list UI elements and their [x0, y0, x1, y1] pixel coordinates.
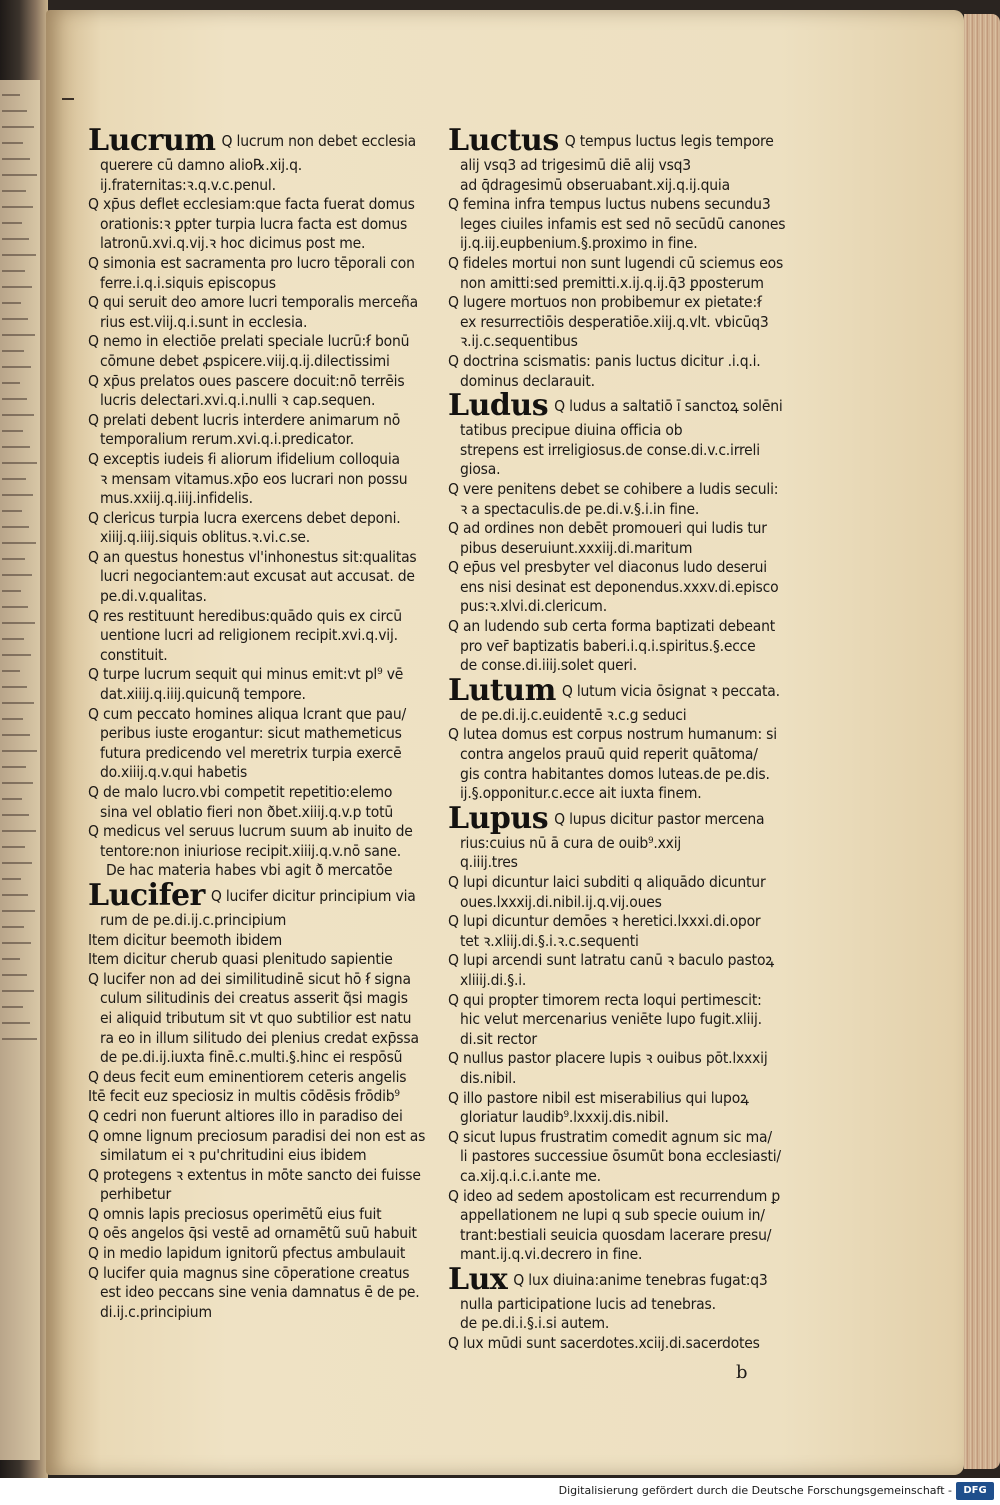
text-line: querere cū damno alio℞.xij.q. — [100, 156, 303, 174]
text-line: gloriatur laudib⁹.lxxxij.dis.nibil. — [460, 1108, 669, 1127]
facing-page-text-trace — [2, 830, 36, 832]
index-entry — [88, 293, 428, 332]
index-entry — [448, 1334, 786, 1354]
facing-page-text-trace — [2, 494, 33, 496]
text-line: Q an ludendo sub certa forma baptizati debeant — [448, 617, 776, 636]
facing-page-text-trace — [2, 798, 22, 800]
text-line: lucri negociantem:aut excusat aut accusat. de — [100, 567, 415, 586]
facing-page-text-trace — [2, 590, 21, 592]
index-entry — [448, 195, 786, 254]
facing-page-text-trace — [2, 382, 20, 384]
facing-page-text-trace — [2, 702, 34, 704]
text-line: non amitti:sed premitti.x.ij.q.ij.q̄3 ꝑposterum — [460, 273, 764, 292]
index-entry — [448, 617, 786, 676]
text-line: Q lugere mortuos non probibemur ex pietate:ẜ — [448, 293, 762, 312]
dfg-logo[interactable]: DFG — [956, 1482, 994, 1500]
index-entry — [88, 1087, 428, 1107]
text-line: Q ludus a saltatiō ī sanctoꝝ solēni — [554, 397, 783, 416]
index-entry — [88, 1224, 428, 1244]
facing-page-text-trace — [2, 670, 20, 672]
text-line: trant:bestiali seuicia quosdam lacerare presu/ — [460, 1225, 772, 1244]
index-entry — [448, 558, 786, 617]
text-line: Q fideles mortui non sunt lugendi cū sciemus eos — [448, 253, 784, 272]
facing-page-text-trace — [2, 574, 32, 576]
text-line: mant.ij.q.vi.decrero in fine. — [460, 1245, 643, 1264]
text-line: Q lux diuina:anime tenebras fugat:q3 — [513, 1270, 768, 1289]
page-fore-edge — [964, 14, 1000, 1469]
text-line: Q ep̄us vel presbyter vel diaconus ludo deserui — [448, 558, 767, 577]
text-line: alij vsq3 ad trigesimū diē alij vsq3 — [460, 156, 691, 174]
facing-page-text-trace — [2, 606, 28, 608]
facing-page-text-trace — [2, 862, 32, 864]
facing-page-text-trace — [2, 878, 21, 880]
signature-mark: b — [736, 1362, 748, 1383]
text-line: futura predicendo vel meretrix turpia exercē — [100, 743, 402, 762]
text-line: li pastores successiue ōsumūt bona ecclesiasti/ — [460, 1147, 781, 1166]
facing-page-text-trace — [2, 526, 29, 528]
text-line: latronū.xvi.q.vij.ꝛ hoc dicimus post me. — [100, 234, 366, 253]
text-line: Itē fecit euz speciosiz in multis cōdēsis frōdib⁹ — [88, 1087, 400, 1106]
facing-page-text-trace — [2, 894, 28, 896]
facing-page-text-trace — [2, 366, 31, 368]
text-line: similatum ei ꝛ pu'chritudini eius ibidem — [100, 1146, 367, 1165]
text-line: rius:cuius nū ā cura de ouib⁹.xxij — [460, 833, 682, 852]
index-entry — [88, 950, 428, 970]
facing-page-text-trace — [2, 158, 30, 160]
index-entry — [88, 509, 428, 548]
text-line: Q prelati debent lucris interdere animarum nō — [88, 410, 401, 429]
text-line: Q lucifer dicitur principium via — [210, 886, 416, 905]
entry-headword: Luctus — [448, 123, 559, 158]
facing-page-text-trace — [2, 654, 31, 656]
text-line: de pe.di.ij.c.euidentē ꝛ.c.g seduci — [460, 705, 687, 724]
facing-page-text-trace — [2, 766, 26, 768]
left-text-column — [88, 123, 428, 1322]
index-entry — [448, 480, 786, 519]
facing-page-text-trace — [2, 782, 33, 784]
facing-page-text-trace — [2, 622, 35, 624]
facing-page-text-trace — [2, 286, 32, 288]
facing-page-text-trace — [2, 686, 27, 688]
text-line: Q sicut lupus frustratim comedit agnum sic ma/ — [448, 1127, 772, 1146]
text-line: dominus declarauit. — [460, 371, 595, 390]
text-line: Q ad ordines non debēt promoueri qui ludis tur — [448, 519, 767, 538]
facing-page-text-trace — [2, 718, 23, 720]
facing-page-text-trace — [2, 142, 23, 144]
text-line: appellationem ne lupi q sub specie ouium in/ — [460, 1206, 765, 1225]
facing-page-text-trace — [2, 1022, 30, 1024]
entry-lutum — [448, 672, 786, 726]
text-line: Q lucifer quia magnus sine cōperatione creatus — [88, 1263, 410, 1282]
index-entry — [448, 1187, 786, 1265]
text-line: Q de malo lucro.vbi competit repetitio:elemo — [88, 783, 393, 801]
facing-page-text-trace — [2, 1006, 23, 1008]
text-line: ex resurrectiōis desperatiōe.xiij.q.vlt. vbicūq3 — [460, 312, 769, 331]
text-line: tentore:non iniuriose recipit.xiiij.q.v.nō sane. — [100, 841, 401, 860]
text-line: Item dicitur cherub quasi plenitudo sapientie — [88, 950, 393, 969]
text-line: pus:ꝛ.xlvi.di.clericum. — [460, 597, 607, 616]
text-line: Q lux mūdi sunt sacerdotes.xciij.di.sacerdotes — [448, 1334, 760, 1353]
text-line: Q qui seruit deo amore lucri temporalis merceña — [88, 293, 418, 312]
facing-page-text-trace — [2, 750, 37, 752]
index-entry — [88, 1244, 428, 1264]
entry-headword: Lucrum — [88, 123, 216, 158]
index-entry — [448, 254, 786, 293]
text-line: culum silitudinis dei creatus asserit q̃si magis — [100, 989, 408, 1008]
text-line: Q lutea domus est corpus nostrum humanum: si — [448, 725, 777, 744]
text-line: sina vel oblatio fieri non ðbet.xiiij.q.v.p totū — [100, 802, 393, 821]
text-line: leges ciuiles infamis est sed nō secūdū canones — [460, 214, 786, 233]
index-entry — [448, 951, 786, 990]
text-line: Q lupi dicuntur laici subditi q aliquādo dicuntur — [448, 873, 766, 891]
index-entry — [88, 1205, 428, 1225]
index-entry — [88, 254, 428, 293]
text-line: Q protegens ꝛ extentus in mōte sancto dei fuisse — [88, 1165, 421, 1184]
facing-page-text-trace — [2, 110, 27, 112]
page-mark — [62, 98, 74, 106]
facing-page-sliver — [0, 80, 40, 1460]
text-line: mus.xxiij.q.iiij.infidelis. — [100, 489, 253, 508]
facing-page-text-trace — [2, 846, 25, 848]
facing-page-text-trace — [2, 910, 35, 912]
index-entry — [88, 783, 428, 822]
text-line: Q clericus turpia lucra exercens debet deponi. — [88, 508, 401, 527]
text-line: Q lutum vicia ōsignat ꝛ peccata. — [561, 681, 780, 700]
text-line: Q illo pastore nibil est miserabilius qui lupoꝝ — [448, 1088, 749, 1107]
text-line: ad q̄dragesimū obseruabant.xij.q.ij.quia — [460, 175, 730, 194]
index-entry — [88, 607, 428, 666]
text-line: pibus deseruiunt.xxxiij.di.maritum — [460, 538, 693, 557]
entry-headword: Lucifer — [88, 877, 205, 913]
text-line: xliiij.di.§.i. — [460, 970, 527, 989]
entry-luctus — [448, 123, 786, 195]
text-line: Q omne lignum preciosum paradisi dei non est as — [88, 1126, 426, 1145]
index-entry — [448, 519, 786, 558]
text-line: Q cum peccato homines aliqua lcrant que pau/ — [88, 704, 406, 723]
text-line: di.ij.c.principium — [100, 1302, 212, 1321]
index-entry — [88, 332, 428, 371]
facing-page-text-trace — [2, 430, 23, 432]
text-line: ferre.i.q.i.siquis episcopus — [100, 273, 276, 292]
facing-page-text-trace — [2, 254, 36, 256]
text-line: tatibus precipue diuina officia ob — [460, 421, 683, 440]
index-entry — [88, 372, 428, 411]
index-entry — [448, 1089, 786, 1128]
facing-page-text-trace — [2, 542, 36, 544]
facing-page-text-trace — [2, 958, 20, 960]
facing-page-text-trace — [2, 318, 28, 320]
facing-page-text-trace — [2, 302, 21, 304]
facing-page-text-trace — [2, 414, 34, 416]
text-line: gis contra habitantes domos luteas.de pe.dis. — [460, 764, 770, 783]
text-line: Q lupus dicitur pastor mercena — [554, 809, 765, 828]
text-line: giosa. — [460, 460, 501, 479]
facing-page-text-trace — [2, 446, 30, 448]
facing-page-text-trace — [2, 174, 37, 176]
text-line: Q turpe lucrum sequit qui minus emit:vt pl⁹ vē — [88, 665, 404, 684]
text-line: tet ꝛ.xliij.di.§.i.ꝛ.c.sequenti — [460, 931, 639, 950]
text-line: Q cedri non fuerunt altiores illo in paradiso dei — [88, 1106, 403, 1125]
text-line: ꝛ mensam vitamus.xp̄o eos lucrari non possu — [100, 469, 408, 488]
text-line: xiiij.q.iiij.siquis oblitus.ꝛ.vi.c.se. — [100, 528, 311, 547]
text-line: de pe.di.i.§.i.si autem. — [460, 1314, 610, 1333]
text-line: pro ver̄ baptizatis baberi.i.q.i.spiritus.§.ecce — [460, 636, 756, 655]
facing-page-text-trace — [2, 190, 26, 192]
text-line: Q nullus pastor placere lupis ꝛ ouibus pōt.lxxxij — [448, 1049, 768, 1068]
text-line: Q lucifer non ad dei similitudinē sicut hō ẜ signa — [88, 969, 411, 988]
text-line: ra eo in illum silitudo dei plenius credat exp̄ssa — [100, 1028, 419, 1047]
entry-headword: Lux — [448, 1261, 508, 1297]
entry-headword: Lupus — [448, 800, 549, 836]
index-entry — [448, 1049, 786, 1088]
text-line: hic velut mercenarius veniēte lupo fugit.xliij. — [460, 1010, 762, 1029]
facing-page-text-trace — [2, 1038, 37, 1040]
facing-page-text-trace — [2, 942, 31, 944]
facing-page-text-trace — [2, 510, 22, 512]
text-line: ꝛ a spectaculis.de pe.di.v.§.i.in fine. — [460, 499, 700, 518]
index-entry — [88, 1107, 428, 1127]
text-line: Q deus fecit eum eminentiorem ceteris angelis — [88, 1067, 407, 1086]
text-line: Q exceptis iudeis ẜi aliorum ifidelium colloquia — [88, 449, 400, 468]
text-line: de pe.di.ij.iuxta finē.c.multi.§.hinc ei respōsũ — [100, 1048, 403, 1067]
entry-headword: Ludus — [448, 388, 549, 424]
index-entry — [88, 411, 428, 450]
facing-page-text-trace — [2, 734, 30, 736]
text-line: Q in medio lapidum ignitorũ pfectus ambulauit — [88, 1244, 406, 1263]
facing-page-text-trace — [2, 222, 22, 224]
entry-lux — [448, 1261, 786, 1334]
facing-page-text-trace — [2, 350, 24, 352]
facing-page-text-trace — [2, 398, 27, 400]
text-line: Item dicitur beemoth ibidem — [88, 930, 282, 949]
text-line: rius est.viij.q.i.sunt in ecclesia. — [100, 312, 308, 331]
text-line: ij.fraternitas:ꝛ.q.v.c.penul. — [100, 175, 276, 194]
facing-page-text-trace — [2, 462, 37, 464]
text-line: Q xp̄us defleŧ ecclesiam:que facta fuerat domus — [88, 195, 415, 214]
facing-page-text-trace — [2, 974, 27, 976]
text-line: temporalium rerum.xvi.q.i.predicator. — [100, 430, 354, 449]
index-entry — [88, 822, 428, 861]
index-entry — [448, 1128, 786, 1187]
text-line: perhibetur — [100, 1185, 172, 1204]
facing-page-text-trace — [2, 558, 25, 560]
index-entry — [448, 912, 786, 951]
facing-page-text-trace — [2, 334, 35, 336]
index-entry — [448, 873, 786, 912]
text-line: oues.lxxxij.di.nibil.ij.q.vij.oues — [460, 892, 662, 911]
entry-lucrum — [88, 123, 428, 195]
index-entry — [88, 1068, 428, 1088]
index-entry — [88, 548, 428, 607]
text-line: uentione lucri ad religionem recipit.xvi.q.vij. — [100, 626, 398, 645]
text-line: De hac materia habes vbi agit ð mercatōe — [106, 861, 393, 880]
facing-page-text-trace — [2, 926, 24, 928]
index-entry — [88, 195, 428, 254]
text-line: dis.nibil. — [460, 1068, 517, 1087]
text-line: Q lupi arcendi sunt latratu canū ꝛ baculo pastoꝝ — [448, 951, 775, 970]
text-line: rum de pe.di.ij.c.principium — [100, 910, 287, 929]
text-line: nulla participatione lucis ad tenebras. — [460, 1294, 716, 1313]
index-entry — [88, 705, 428, 783]
footer-credit-text: Digitalisierung gefördert durch die Deutsche Forschungsgemeinschaft - — [558, 1484, 952, 1497]
text-line: strepens est irreligiosus.de conse.di.v.c.irreli — [460, 440, 760, 459]
facing-page-text-trace — [2, 814, 29, 816]
text-line: do.xiiij.q.v.qui habetis — [100, 763, 248, 782]
facing-page-text-trace — [2, 638, 24, 640]
text-line: Q res restituunt heredibus:quādo quis ex circū — [88, 606, 402, 625]
text-line: peribus iuste erogantur: sicut mathemeticus — [100, 724, 402, 743]
facing-page-text-trace — [2, 270, 25, 272]
text-line: ꝛ.ij.c.sequentibus — [460, 332, 578, 351]
text-line: constituit. — [100, 645, 168, 664]
index-entry — [88, 665, 428, 704]
index-entry — [88, 450, 428, 509]
text-line: ens nisi desinat est deponendus.xxxv.di.episco — [460, 577, 779, 596]
entry-headword: Lutum — [448, 672, 556, 708]
text-line: ij.§.opponitur.c.ecce ait iuxta finem. — [460, 784, 702, 803]
text-line: cōmune debet ꝓspicere.viij.q.ij.dilectissimi — [100, 351, 390, 370]
text-line: Q lupi dicuntur demōes ꝛ heretici.lxxxi.di.opor — [448, 912, 761, 931]
index-entry — [448, 991, 786, 1050]
entry-lucifer — [88, 877, 428, 931]
text-line: dat.xiiij.q.iiij.quicunq̃ tempore. — [100, 685, 306, 704]
text-line: Q lucrum non debet ecclesia — [221, 132, 416, 150]
text-line: Q an questus honestus vl'inhonestus sit:qualitas — [88, 547, 417, 566]
text-line: Q ideo ad sedem apostolicam est recurrendum ꝑ — [448, 1186, 781, 1205]
index-entry — [88, 1166, 428, 1205]
text-line: Q doctrina scismatis: panis luctus dicitur .i.q.i. — [448, 351, 761, 370]
text-line: Q xp̄us prelatos oues pascere docuit:nō terrēis — [88, 371, 405, 390]
index-entry — [88, 1264, 428, 1323]
right-text-column — [448, 123, 786, 1354]
text-line: ca.xij.q.i.c.i.ante me. — [460, 1166, 601, 1185]
text-line: Q vere penitens debet se cohibere a ludis seculi: — [448, 479, 779, 498]
text-line: contra angelos prauū quid reperit quātoma/ — [460, 745, 758, 764]
text-line: ei aliquid tributum sit vt quo subtilior est natu — [100, 1008, 412, 1027]
text-line: Q femina infra tempus luctus nubens secundu3 — [448, 195, 771, 214]
text-line: orationis:ꝛ ꝑpter turpia lucra facta est domus — [100, 214, 408, 233]
text-line: Q tempus luctus legis tempore — [564, 132, 774, 150]
entry-ludus — [448, 388, 786, 480]
facing-page-text-trace — [2, 94, 20, 96]
facing-page-text-trace — [2, 206, 33, 208]
index-entry — [448, 725, 786, 803]
text-line: de conse.di.iiij.solet queri. — [460, 656, 637, 675]
index-entry — [448, 352, 786, 391]
index-entry — [88, 931, 428, 951]
text-line: di.sit rector — [460, 1029, 537, 1048]
facing-page-text-trace — [2, 990, 34, 992]
facing-page-text-trace — [2, 238, 29, 240]
text-line: est ideo peccans sine venia damnatus ē de pe. — [100, 1283, 420, 1302]
entry-lupus — [448, 800, 786, 873]
text-line: Q omnis lapis preciosus operimētũ eius fuit — [88, 1204, 382, 1223]
text-line: Q qui propter timorem recta loqui pertimescit: — [448, 990, 762, 1009]
facing-page-text-trace — [2, 126, 34, 128]
text-line: q.iiij.tres — [460, 853, 518, 872]
text-line: Q simonia est sacramenta pro lucro tēporali con — [88, 253, 415, 272]
index-entry — [448, 293, 786, 352]
text-line: ij.q.iij.eupbenium.§.proximo in fine. — [460, 234, 698, 253]
index-entry — [88, 1127, 428, 1166]
footer-bar — [0, 1478, 1000, 1505]
text-line: Q oēs angelos q̄si vestē ad ornamētũ suū habuit — [88, 1224, 417, 1243]
text-line: Q medicus vel seruus lucrum suum ab inuito de — [88, 822, 413, 841]
text-line: Q nemo in electiōe prelati speciale lucrū:ẜ bonū — [88, 332, 410, 351]
text-line: pe.di.v.qualitas. — [100, 587, 207, 606]
facing-page-text-trace — [2, 478, 26, 480]
text-line: lucris delectari.xvi.q.i.nulli ꝛ cap.sequen. — [100, 391, 376, 410]
index-entry — [88, 970, 428, 1068]
